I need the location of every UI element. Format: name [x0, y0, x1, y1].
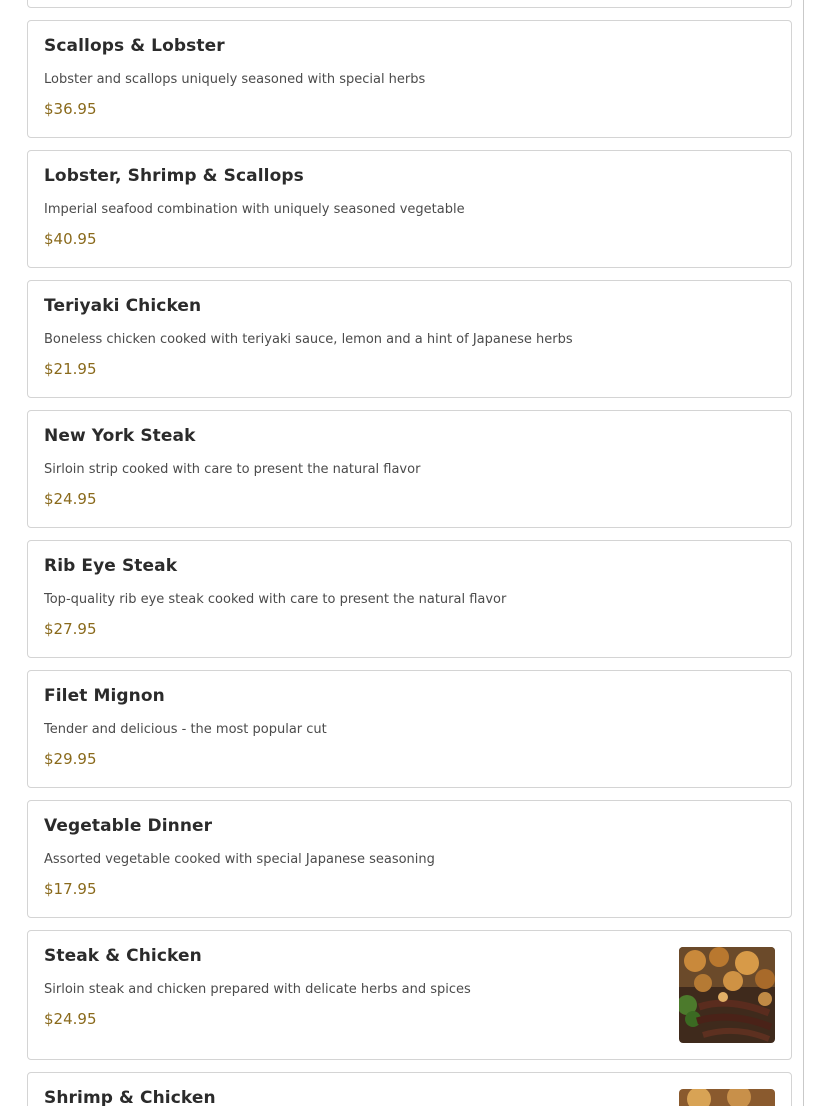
menu-item-card[interactable] — [27, 410, 792, 528]
menu-item-price: $24.95 — [44, 1010, 97, 1028]
menu-item-description: Top-quality rib eye steak cooked with care to present the natural flavor — [44, 592, 507, 607]
menu-item-description: Imperial seafood combination with uniquely seasoned vegetable — [44, 202, 465, 217]
menu-item-price: $40.95 — [44, 230, 97, 248]
food-photo[interactable] — [679, 947, 775, 1043]
menu-item-card[interactable] — [27, 0, 792, 8]
menu-item-name: Lobster, Shrimp & Scallops — [44, 166, 304, 186]
menu-item-price: $24.95 — [44, 490, 97, 508]
menu-item-name: Filet Mignon — [44, 686, 165, 706]
steak-and-chicken-photo-icon — [679, 947, 775, 1043]
menu-item-price: $36.95 — [44, 100, 97, 118]
scrollbar-divider — [803, 0, 804, 1106]
menu-item-description: Assorted vegetable cooked with special Japanese seasoning — [44, 852, 435, 867]
menu-item-list — [27, 0, 792, 1106]
menu-item-name: Scallops & Lobster — [44, 36, 225, 56]
menu-item-name: Teriyaki Chicken — [44, 296, 202, 316]
menu-item-name: New York Steak — [44, 426, 196, 446]
menu-item-name: Steak & Chicken — [44, 946, 202, 966]
menu-item-card[interactable] — [27, 150, 792, 268]
menu-item-description: Lobster and scallops uniquely seasoned with special herbs — [44, 72, 426, 87]
menu-item-card[interactable] — [27, 930, 792, 1060]
menu-item-price: $17.95 — [44, 880, 97, 898]
menu-item-description: Sirloin steak and chicken prepared with delicate herbs and spices — [44, 982, 471, 997]
menu-item-card[interactable] — [27, 800, 792, 918]
food-photo[interactable] — [679, 1089, 775, 1106]
menu-item-name: Rib Eye Steak — [44, 556, 178, 576]
menu-item-description: Boneless chicken cooked with teriyaki sauce, lemon and a hint of Japanese herbs — [44, 332, 573, 347]
menu-item-card[interactable] — [27, 670, 792, 788]
menu-item-name: Shrimp & Chicken — [44, 1088, 216, 1106]
menu-item-card[interactable] — [27, 20, 792, 138]
menu-item-name: Vegetable Dinner — [44, 816, 213, 836]
menu-item-description: Sirloin strip cooked with care to present the natural flavor — [44, 462, 421, 477]
menu-item-price: $27.95 — [44, 620, 97, 638]
food-photo-icon — [679, 1089, 775, 1106]
menu-item-card[interactable] — [27, 280, 792, 398]
menu-item-price: $21.95 — [44, 360, 97, 378]
menu-item-card[interactable] — [27, 1072, 792, 1106]
menu-item-card[interactable] — [27, 540, 792, 658]
menu-item-price: $29.95 — [44, 750, 97, 768]
menu-item-description: Tender and delicious - the most popular cut — [44, 722, 327, 737]
